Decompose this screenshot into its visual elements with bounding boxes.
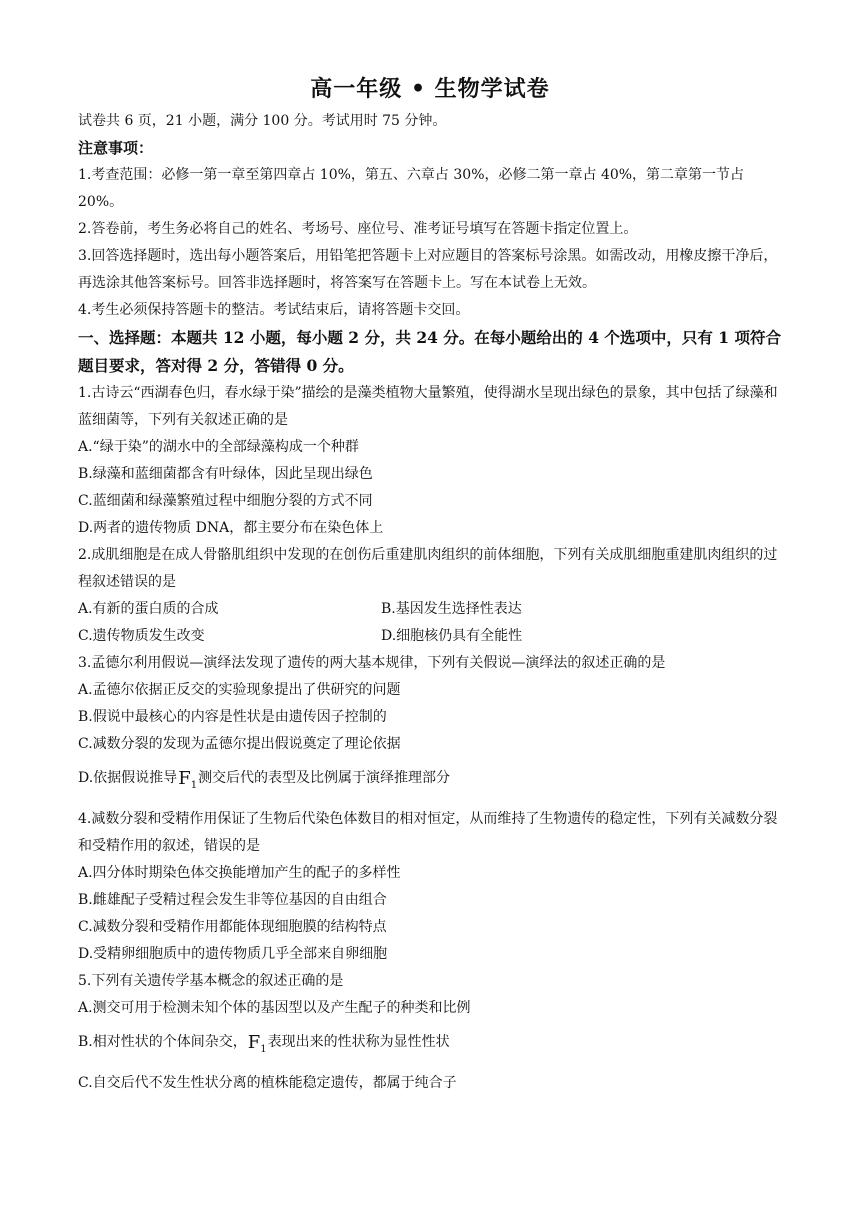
option-a: A.测交可用于检测未知个体的基因型以及产生配子的种类和比例 — [78, 1000, 471, 1016]
option-b-suffix: 表现出来的性状称为显性性状 — [267, 1034, 450, 1050]
option-b-prefix: B.相对性状的个体间杂交， — [78, 1034, 247, 1050]
section-heading: 一、选择题：本题共 12 小题，每小题 2 分，共 24 分。在每小题给出的 4 个选项中，只有 1 项符合题目要求，答对得 2 分，答错得 0 分。 — [78, 328, 781, 375]
option-c: C.减数分裂和受精作用都能体现细胞膜的结构特点 — [78, 919, 387, 935]
question-stem: 3.孟德尔利用假说—演绎法发现了遗传的两大基本规律，下列有关假说—演绎法的叙述正确的是 — [78, 655, 666, 671]
option-d-prefix: D.依据假说推导 — [78, 770, 178, 786]
option-a: A.“绿于染”的湖水中的全部绿藻构成一个种群 — [78, 439, 359, 455]
option-d: D.受精卵细胞质中的遗传物质几乎全部来自卵细胞 — [78, 946, 388, 962]
notice-heading: 注意事项： — [78, 139, 154, 157]
notice-item: 4.考生必须保持答题卡的整洁。考试结束后，请将答题卡交回。 — [78, 302, 470, 318]
option-c: C.遗传物质发生改变 — [78, 628, 205, 644]
option-b: B.雌雄配子受精过程会发生非等位基因的自由组合 — [78, 892, 387, 908]
exam-intro: 试卷共 6 页，21 小题，满分 100 分。考试用时 75 分钟。 — [78, 113, 447, 129]
f1-subscript: 1 — [260, 1044, 267, 1055]
f1-subscript: 1 — [190, 780, 198, 791]
f1-letter: F — [178, 768, 191, 789]
option-b — [78, 1022, 782, 1070]
question-stem: 2.成肌细胞是在成人骨骼肌组织中发现的在创伤后重建肌肉组织的前体细胞，下列有关成肌细胞重建肌肉组织的过程叙述错误的是 — [78, 547, 778, 590]
option-c: C.自交后代不发生性状分离的植株能稳定遗传，都属于纯合子 — [78, 1075, 457, 1091]
question-stem: 5.下列有关遗传学基本概念的叙述正确的是 — [78, 973, 344, 989]
question-2 — [78, 542, 782, 650]
question-1 — [78, 380, 782, 542]
option-c: C.蓝细菌和绿藻繁殖过程中细胞分裂的方式不同 — [78, 493, 373, 509]
exam-title: 高一年级 • 生物学试卷 — [310, 76, 550, 102]
notice-section — [78, 135, 782, 324]
option-b: B.假说中最核心的内容是性状是由遗传因子控制的 — [78, 709, 387, 725]
option-b: B.基因发生选择性表达 — [381, 601, 522, 617]
option-a: A.四分体时期染色体交换能增加产生的配子的多样性 — [78, 865, 401, 881]
question-4 — [78, 806, 782, 968]
option-a: A.孟德尔依据正反交的实验现象提出了供研究的问题 — [78, 682, 401, 698]
option-row — [78, 596, 782, 623]
f1-symbol — [177, 768, 198, 789]
option-a: A.有新的蛋白质的合成 — [78, 601, 219, 617]
option-b: B.绿藻和蓝细菌都含有叶绿体，因此呈现出绿色 — [78, 466, 373, 482]
question-stem: 4.减数分裂和受精作用保证了生物后代染色体数目的相对恒定，从而维持了生物遗传的稳定性，下列有关减数分裂和受精作用的叙述，错误的是 — [78, 811, 778, 854]
notice-item: 1.考查范围：必修一第一章至第四章占 10%，第五、六章占 30%，必修二第一章占 40%，第二章第一节占 20%。 — [78, 167, 745, 210]
notice-item: 3.回答选择题时，选出每小题答案后，用铅笔把答题卡上对应题目的答案标号涂黑。如需改动，用橡皮擦干净后，再选涂其他答案标号。回答非选择题时，将答案写在答题卡上。写在本试卷上无效。 — [78, 248, 778, 291]
notice-item: 2.答卷前，考生务必将自己的姓名、考场号、座位号、准考证号填写在答题卡指定位置上。 — [78, 221, 638, 237]
question-3 — [78, 650, 782, 806]
question-stem: 1.古诗云“西湖春色归，春水绿于染”描绘的是藻类植物大量繁殖，使得湖水呈现出绿色的景象，其中包括了绿藻和蓝细菌等，下列有关叙述正确的是 — [78, 385, 778, 428]
option-row — [78, 623, 782, 650]
option-d: D.两者的遗传物质 DNA，都主要分布在染色体上 — [78, 520, 384, 536]
option-d-suffix: 测交后代的表型及比例属于演绎推理部分 — [198, 770, 451, 786]
option-c: C.减数分裂的发现为孟德尔提出假说奠定了理论依据 — [78, 736, 401, 752]
option-d: D.细胞核仍具有全能性 — [381, 628, 523, 644]
option-d — [78, 758, 782, 806]
f1-letter: F — [247, 1032, 261, 1053]
f1-symbol — [247, 1032, 268, 1053]
question-5 — [78, 968, 782, 1097]
